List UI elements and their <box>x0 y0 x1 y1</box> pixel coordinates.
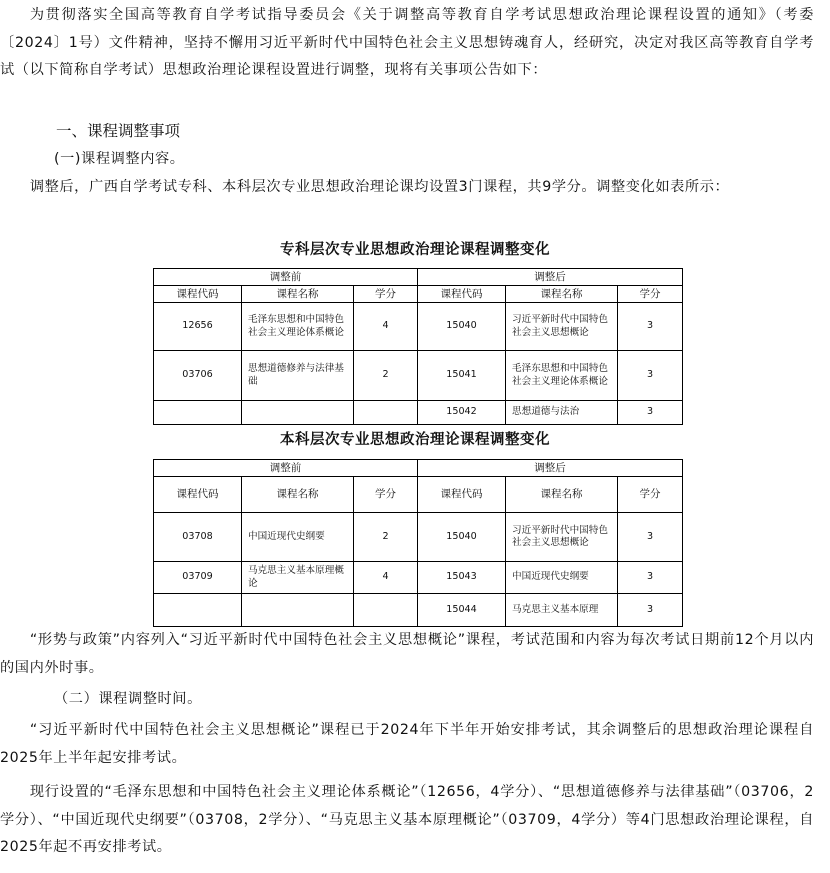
policy-paragraph: “形势与政策”内容列入“习近平新时代中国特色社会主义思想概论”课程，考试范围和内容为每次考试日期前12个月以内的国内外时事。 <box>0 632 814 676</box>
section-1-heading: 一、课程调整事项 <box>56 122 181 140</box>
after-code: 15044 <box>418 594 506 627</box>
col-credit-header: 学分 <box>618 477 683 513</box>
before-code <box>154 594 242 627</box>
before-name <box>242 401 354 425</box>
adjust-paragraph: 调整后，广西自学考试专科、本科层次专业思想政治理论课均设置3门课程，共9学分。调整变化如表所示： <box>29 179 730 195</box>
col-code-header: 课程代码 <box>154 477 242 513</box>
table-row <box>154 401 683 425</box>
current-block <box>0 779 822 862</box>
table-column-row <box>154 477 683 513</box>
before-header: 调整前 <box>154 269 418 286</box>
before-name: 马克思主义基本原理概论 <box>242 562 354 594</box>
subsection-2-heading: （二）课程调整时间。 <box>54 691 202 707</box>
before-credit <box>354 401 418 425</box>
table-header-row <box>154 460 683 477</box>
before-code: 03708 <box>154 513 242 562</box>
before-credit <box>354 594 418 627</box>
after-name: 毛泽东思想和中国特色社会主义理论体系概论 <box>506 351 618 401</box>
before-name: 毛泽东思想和中国特色社会主义理论体系概论 <box>242 303 354 351</box>
table-1-title: 专科层次专业思想政治理论课程调整变化 <box>280 242 550 258</box>
col-credit-header: 学分 <box>354 286 418 303</box>
table-row <box>154 513 683 562</box>
col-name-header: 课程名称 <box>242 477 354 513</box>
after-credit: 3 <box>618 594 683 627</box>
subsection-1-heading: (一)课程调整内容。 <box>54 151 185 167</box>
before-code: 12656 <box>154 303 242 351</box>
before-credit: 4 <box>354 562 418 594</box>
after-credit: 3 <box>618 513 683 562</box>
time-paragraph: “习近平新时代中国特色社会主义思想概论”课程已于2024年下半年开始安排考试，其余调整后的思想政治理论课程自2025年上半年起安排考试。 <box>0 722 814 766</box>
current-paragraph: 现行设置的“毛泽东思想和中国特色社会主义理论体系概论”（12656，4学分）、“思想道德修养与法律基础”（03706，2学分）、“中国近现代史纲要”（03708，2学分）、“马克思主义基本原理概论”（03709，4学分）等4门思想政治理论课程，自2025年起不再安排考试。 <box>0 784 814 855</box>
col-credit-header: 学分 <box>354 477 418 513</box>
table-header-row <box>154 269 683 286</box>
after-credit: 3 <box>618 351 683 401</box>
after-code: 15042 <box>418 401 506 425</box>
after-credit: 3 <box>618 401 683 425</box>
before-code: 03706 <box>154 351 242 401</box>
after-name: 马克思主义基本原理 <box>506 594 618 627</box>
policy-block <box>0 627 822 682</box>
after-code: 15041 <box>418 351 506 401</box>
intro-block <box>0 2 822 85</box>
col-name-header: 课程名称 <box>506 477 618 513</box>
after-credit: 3 <box>618 303 683 351</box>
col-credit-header: 学分 <box>618 286 683 303</box>
before-code: 03709 <box>154 562 242 594</box>
col-code-header: 课程代码 <box>418 286 506 303</box>
before-credit: 2 <box>354 513 418 562</box>
table-2-title: 本科层次专业思想政治理论课程调整变化 <box>280 432 550 448</box>
before-name: 中国近现代史纲要 <box>242 513 354 562</box>
before-name <box>242 594 354 627</box>
after-name: 中国近现代史纲要 <box>506 562 618 594</box>
table-row <box>154 562 683 594</box>
table-row <box>154 351 683 401</box>
intro-paragraph: 为贯彻落实全国高等教育自学考试指导委员会《关于调整高等教育自学考试思想政治理论课程设置的通知》（考委〔2024〕1号）文件精神，坚持不懈用习近平新时代中国特色社会主义思想铸魂育人，经研究，决定对我区高等教育自学考试（以下简称自学考试）思想政治理论课程设置进行调整，现将有关事项公告如下： <box>0 7 814 78</box>
after-code: 15040 <box>418 303 506 351</box>
after-credit: 3 <box>618 562 683 594</box>
after-header: 调整后 <box>418 460 683 477</box>
before-name: 思想道德修养与法律基础 <box>242 351 354 401</box>
after-name: 习近平新时代中国特色社会主义思想概论 <box>506 303 618 351</box>
table-row <box>154 594 683 627</box>
table-2 <box>153 459 683 627</box>
after-header: 调整后 <box>418 269 683 286</box>
before-credit: 2 <box>354 351 418 401</box>
time-block <box>0 717 822 772</box>
after-name: 思想道德与法治 <box>506 401 618 425</box>
table-column-row <box>154 286 683 303</box>
col-name-header: 课程名称 <box>242 286 354 303</box>
table-1 <box>153 268 683 425</box>
after-code: 15040 <box>418 513 506 562</box>
table-row <box>154 303 683 351</box>
after-name: 习近平新时代中国特色社会主义思想概论 <box>506 513 618 562</box>
adjust-block <box>0 174 822 202</box>
col-code-header: 课程代码 <box>154 286 242 303</box>
after-code: 15043 <box>418 562 506 594</box>
before-header: 调整前 <box>154 460 418 477</box>
col-code-header: 课程代码 <box>418 477 506 513</box>
col-name-header: 课程名称 <box>506 286 618 303</box>
before-code <box>154 401 242 425</box>
before-credit: 4 <box>354 303 418 351</box>
